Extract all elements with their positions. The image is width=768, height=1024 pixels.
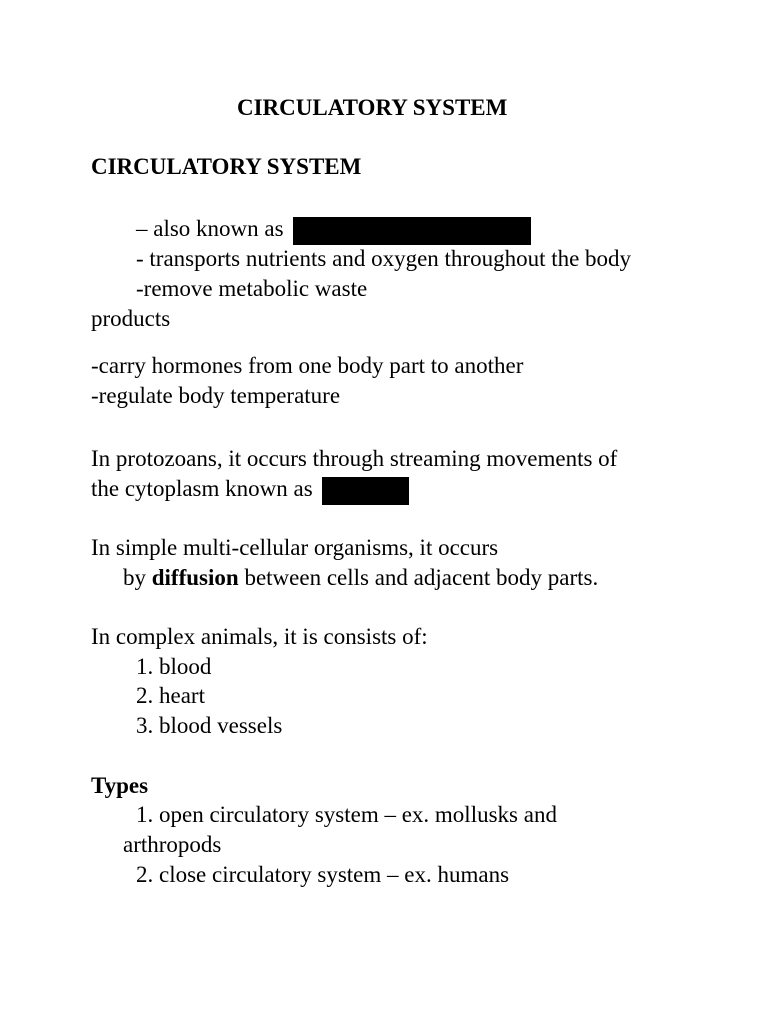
diffusion-keyword: diffusion	[151, 565, 239, 590]
types-item-2: 2. close circulatory system – ex. humans	[136, 862, 510, 887]
list-item: 2. heart	[136, 683, 205, 708]
simple-by-text: by	[123, 565, 146, 590]
redaction-box	[293, 217, 531, 245]
simple-organisms-line-2	[123, 563, 598, 593]
transports-line: - transports nutrients and oxygen throughout the body	[136, 246, 632, 271]
complex-animals-intro: In complex animals, it is consists of:	[91, 624, 428, 649]
redaction-box	[322, 477, 409, 505]
regulate-temp-line: -regulate body temperature	[91, 383, 341, 408]
section-heading: CIRCULATORY SYSTEM	[91, 154, 362, 179]
carry-hormones-line: -carry hormones from one body part to another	[91, 353, 524, 378]
simple-organisms-line-1: In simple multi-cellular organisms, it occurs	[91, 535, 499, 560]
protozoans-line-2	[91, 474, 409, 505]
products-line: products	[91, 306, 171, 331]
also-known-as-line	[136, 214, 531, 245]
protozoans-line-2-text: the cytoplasm known as	[91, 476, 313, 501]
list-item: 3. blood vessels	[136, 713, 283, 738]
document-title: CIRCULATORY SYSTEM	[237, 95, 508, 120]
types-item-1-line-2: arthropods	[123, 832, 222, 857]
simple-rest-text: between cells and adjacent body parts.	[244, 565, 599, 590]
remove-waste-line: -remove metabolic waste	[136, 276, 368, 301]
list-item: 1. blood	[136, 654, 212, 679]
types-item-1-line-1: 1. open circulatory system – ex. mollusks and	[136, 802, 557, 827]
also-known-as-text: – also known as	[136, 216, 284, 241]
protozoans-line-1: In protozoans, it occurs through streaming movements of	[91, 446, 618, 471]
types-heading: Types	[91, 773, 149, 798]
